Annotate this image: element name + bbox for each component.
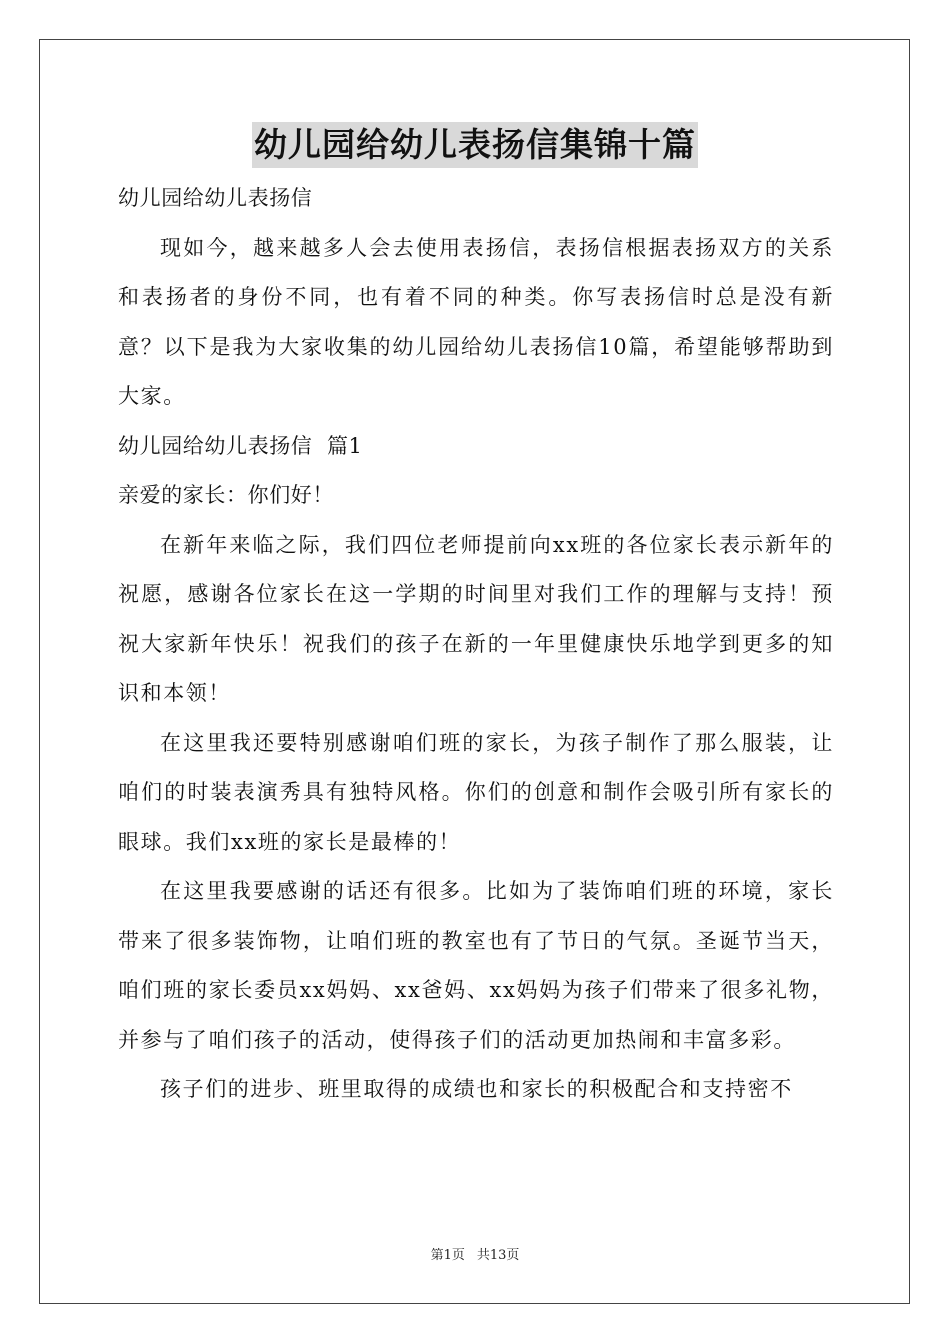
document-body: [118, 174, 834, 1115]
subtitle: 幼儿园给幼儿表扬信: [118, 186, 313, 210]
body-paragraph: 在这里我要感谢的话还有很多。比如为了装饰咱们班的环境，家长带来了很多装饰物，让咱们班的教室也有了节日的气氛。圣诞节当天，咱们班的家长委员xx妈妈、xx爸妈、xx妈妈为孩子们带来了很多礼物，并参与了咱们孩子的活动，使得孩子们的活动更加热闹和丰富多彩。: [118, 879, 834, 1052]
salutation: 亲爱的家长：你们好！: [118, 483, 334, 507]
page-total: 共13页: [476, 1248, 520, 1263]
body-paragraph: 在新年来临之际，我们四位老师提前向xx班的各位家长表示新年的祝愿，感谢各位家长在这一学期的时间里对我们工作的理解与支持！预祝大家新年快乐！祝我们的孩子在新的一年里健康快乐地学到更多的知识和本领！: [118, 532, 834, 705]
section-heading: 幼儿园给幼儿表扬信 篇1: [118, 433, 363, 458]
page-footer: [0, 1247, 950, 1265]
body-paragraph: 孩子们的进步、班里取得的成绩也和家长的积极配合和支持密不: [160, 1077, 793, 1101]
document-title: 幼儿园给幼儿表扬信集锦十篇: [252, 122, 698, 168]
body-paragraph: 在这里我还要特别感谢咱们班的家长，为孩子制作了那么服装，让咱们的时装表演秀具有独特风格。你们的创意和制作会吸引所有家长的眼球。我们xx班的家长是最棒的！: [118, 730, 834, 854]
intro-paragraph: 现如今，越来越多人会去使用表扬信，表扬信根据表扬双方的关系和表扬者的身份不同，也有着不同的种类。你写表扬信时总是没有新意？以下是我为大家收集的幼儿园给幼儿表扬信10篇，希望能够帮助到大家。: [118, 235, 834, 408]
title-container: [0, 122, 950, 168]
page-number: 第1页: [430, 1248, 465, 1263]
